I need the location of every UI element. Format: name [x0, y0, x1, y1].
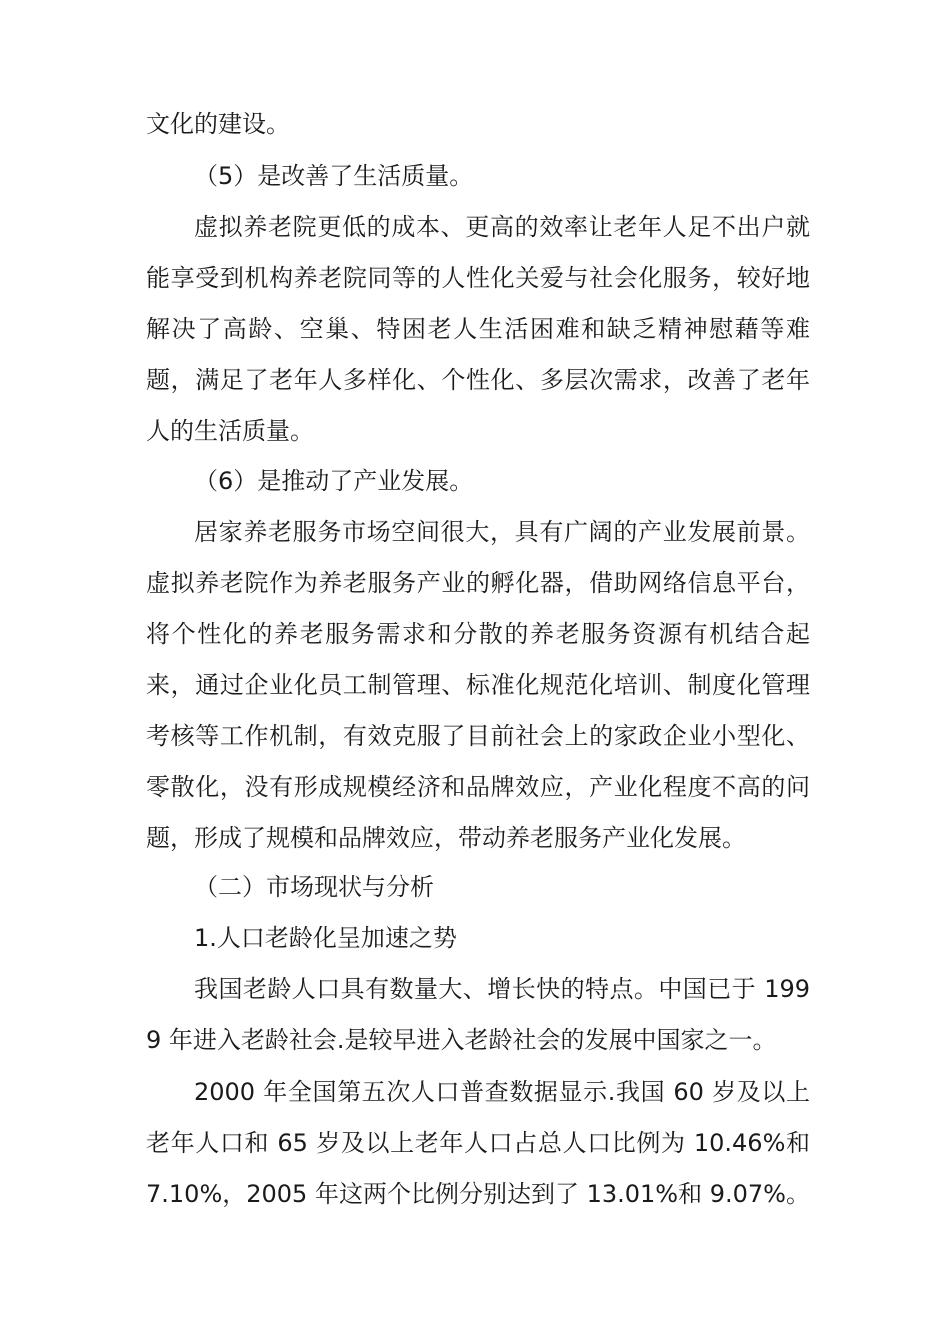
point-6-heading: （6）是推动了产业发展。 — [194, 467, 474, 495]
point-5-body: 虚拟养老院更低的成本、更高的效率让老年人足不出户就能享受到机构养老院同等的人性化关爱与社会化服务，较好地解决了高龄、空巢、特困老人生活困难和缺乏精神慰藉等难题，满足了老年人多样化、个性化、多层次需求，改善了老年人的生活质量。 — [146, 213, 810, 445]
paragraph-continuation: 文化的建设。 — [146, 110, 290, 138]
point-5-heading: （5）是改善了生活质量。 — [194, 162, 474, 190]
aging-paragraph-2: 2000 年全国第五次人口普查数据显示.我国 60 岁及以上老年人口和 65 岁及以上老年人口占总人口比例为 10.46%和 7.10%，2005 年这两个比例分别达到了 13.01%和 9.07%。 — [146, 1078, 810, 1208]
aging-paragraph-1: 我国老龄人口具有数量大、增长快的特点。中国已于 1999 年进入老龄社会.是较早进入老龄社会的发展中国家之一。 — [146, 975, 810, 1054]
subsection-heading-aging: 1.人口老龄化呈加速之势 — [194, 924, 457, 952]
point-6-body: 居家养老服务市场空间很大，具有广阔的产业发展前景。虚拟养老院作为养老服务产业的孵化器，借助网络信息平台，将个性化的养老服务需求和分散的养老服务资源有机结合起来，通过企业化员工制管理、标准化规范化培训、制度化管理考核等工作机制，有效克服了目前社会上的家政企业小型化、零散化，没有形成规模经济和品牌效应，产业化程度不高的问题，形成了规模和品牌效应，带动养老服务产业化发展。 — [146, 518, 810, 852]
section-heading-market: （二）市场现状与分析 — [194, 873, 434, 901]
